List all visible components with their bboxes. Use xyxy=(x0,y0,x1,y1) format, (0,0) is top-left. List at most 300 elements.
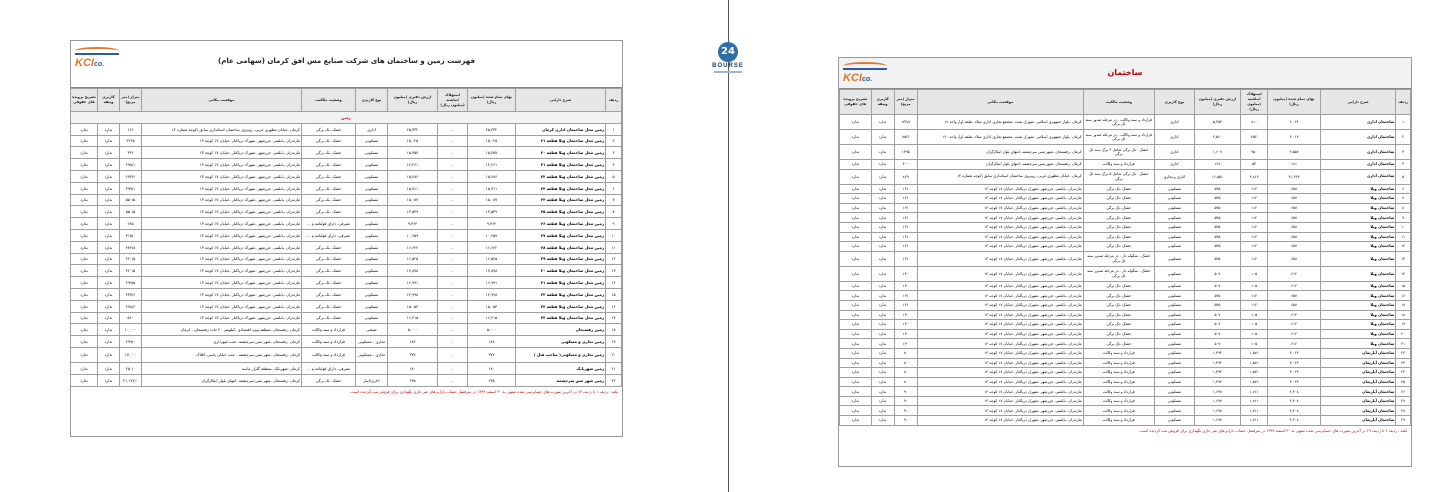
table-cell: ۲,۵۶۰ xyxy=(1194,130,1240,145)
table-row xyxy=(840,339,1411,349)
table-cell: مسکونی xyxy=(356,159,388,171)
kci-logo-suffix: co. xyxy=(93,61,105,68)
table-cell: ۱۰۵ xyxy=(1241,339,1268,349)
table-cell: خشک -تک برگی xyxy=(1083,310,1154,320)
table-cell: ۴۲۰/۵ xyxy=(120,265,142,277)
table-cell: ۶۱۲ xyxy=(1268,266,1320,281)
kci-logo-swoosh xyxy=(75,47,119,55)
table-cell: مسکونی xyxy=(1154,320,1194,330)
table-cell: ۱۳۰ xyxy=(894,281,917,291)
table-cell: ۵۳ xyxy=(1241,160,1268,170)
table-cell: ۱۳۱ xyxy=(894,291,917,301)
table-cell: خشک -تک برگی xyxy=(1083,242,1154,252)
table-cell: خشک -تک برگی xyxy=(302,170,356,182)
table-cell: ۱۲ xyxy=(1396,242,1411,252)
table-cell: تصرفی، دارای قولنامه و ... xyxy=(302,218,356,230)
table-cell: ۱۵,۷۱۱ xyxy=(468,182,516,194)
table-cell: ۲۰ xyxy=(606,347,622,362)
table-cell: مازندران -بابلسر- خزرشهر -شهرک دریاکنار -خیابان ۱۷ کوچه ۱۳ xyxy=(917,406,1083,416)
table-cell: مسکونی xyxy=(356,194,388,206)
table-cell: ۵۴۵ xyxy=(1194,242,1240,252)
table-cell: ۵,۰۰۰ xyxy=(388,324,438,336)
table-cell: ۸ xyxy=(606,206,622,218)
table-cell: ندارد xyxy=(98,347,120,362)
table-cell: ندارد xyxy=(840,396,872,406)
table-cell: کرمان -رفسنجان -شهر مس سرچشمه -انتهای بلوار ابتکارگران xyxy=(917,145,1083,160)
table-cell: ۱,۴۹۲ xyxy=(1194,368,1240,378)
table-cell: خشک -تک برگی xyxy=(302,374,356,386)
column-header: نوع کاربری xyxy=(356,89,388,112)
table-cell: کرمان -بلوار جمهوری اسلامی -شهرک بعثت -مجتمع تجاری اداری میلاد -طبقه اول واحد ۱۲۰ xyxy=(917,130,1083,145)
table-row xyxy=(840,266,1411,281)
table-cell: مازندران -بابلسر- خزرشهر -شهرک دریاکنار -خیابان ۱۷ کوچه ۱۳ xyxy=(917,329,1083,339)
table-cell: ندارد xyxy=(871,266,894,281)
table-cell: ۱۷,۰۰۰ xyxy=(120,347,142,362)
table-cell: ۳,۰۶۳ xyxy=(1268,358,1320,368)
table-cell: ۹۰ xyxy=(894,416,917,426)
table-cell: ۲۳۵ xyxy=(468,374,516,386)
table-cell: کرمان -رفسنجان -شهر مس سرچشمه -جنب شهرداری xyxy=(142,336,302,348)
table-cell: ندارد xyxy=(71,218,98,230)
table-cell: قرارداد و سند وکالت - در مرحله صدور سند تک برگی xyxy=(1083,115,1154,130)
table-cell: مسکونی xyxy=(1154,348,1194,358)
table-cell: ندارد xyxy=(840,194,872,204)
column-header: کاربری وثیقه xyxy=(98,89,120,112)
table-cell: ندارد xyxy=(98,170,120,182)
table-cell: مسکونی xyxy=(356,265,388,277)
table-cell: ندارد xyxy=(71,347,98,362)
table-cell: ۱۰,۶۵۹ xyxy=(388,229,438,241)
table-cell: مازندران -بابلسر- خزرشهر -شهرک دریاکنار -خیابان ۱۷ کوچه ۱۳ xyxy=(142,312,302,324)
table-cell: کرمان -خیابان مطهری غربی- روبروی ساختمان استانداری سابق (کوچه شماره ۴) xyxy=(917,169,1083,184)
table-cell: مازندران -بابلسر- خزرشهر -شهرک دریاکنار -خیابان ۱۷ کوچه ۱۳ xyxy=(917,320,1083,330)
table-cell: ساختمان اداری xyxy=(1320,169,1396,184)
table-cell: ۱۰,۰۰۰ xyxy=(120,324,142,336)
table-cell: ۸۰ xyxy=(894,368,917,378)
table-cell: اداری/انبار xyxy=(356,374,388,386)
table-cell: - xyxy=(438,229,468,241)
column-header: وضعیت مالکیت xyxy=(1083,90,1154,115)
table-cell: خشک -تک برگی xyxy=(1083,203,1154,213)
table-cell: مازندران -بابلسر- خزرشهر -شهرک دریاکنار -خیابان ۱۷ کوچه ۱۳ xyxy=(917,232,1083,242)
table-cell: ۷۵/۲ xyxy=(894,130,917,145)
table-cell: مازندران -بابلسر- خزرشهر -شهرک دریاکنار -خیابان ۱۷ کوچه ۱۳ xyxy=(917,358,1083,368)
table-cell: مازندران -بابلسر- خزرشهر -شهرک دریاکنار -خیابان ۱۷ کوچه ۱۳ xyxy=(917,348,1083,358)
table-row xyxy=(71,336,622,348)
table-cell: مازندران -بابلسر- خزرشهر -شهرک دریاکنار -خیابان ۱۷ کوچه ۱۳ xyxy=(917,281,1083,291)
table-cell: زمین محل ساختمان ویلا قطعه ۳۸ xyxy=(516,241,606,253)
table-cell: ۱۸ xyxy=(1396,310,1411,320)
table-cell: مازندران -بابلسر- خزرشهر -شهرک دریاکنار -خیابان ۱۷ کوچه ۱۳ xyxy=(917,213,1083,223)
kci-logo-suffix: co. xyxy=(861,76,873,83)
table-cell: ندارد xyxy=(871,184,894,194)
table-cell: ۵۴۵ xyxy=(1194,222,1240,232)
table-row xyxy=(840,320,1411,330)
table-cell: ۳,۴۰۸ xyxy=(1268,396,1320,406)
table-cell: قرارداد و سند وکالت xyxy=(1083,368,1154,378)
table-cell: ۵۴۵ xyxy=(1194,300,1240,310)
table-cell: تصرفی، دارای قولنامه و ... xyxy=(302,229,356,241)
table-cell: ساختمان آپارتمان xyxy=(1320,377,1396,387)
table-cell: ۱۹ xyxy=(606,336,622,348)
table-cell: ندارد xyxy=(871,160,894,170)
table-cell: ۵۰۷ xyxy=(1194,320,1240,330)
table-cell: - xyxy=(438,123,468,135)
table-row xyxy=(71,277,622,289)
table-cell: ندارد xyxy=(840,329,872,339)
table-cell: زمین محل ساختمان ویلا قطعه ۴۲ xyxy=(516,288,606,300)
table-cell: مازندران -بابلسر- خزرشهر -شهرک دریاکنار -خیابان ۱۷ کوچه ۱۳ xyxy=(917,242,1083,252)
kci-logo xyxy=(843,62,887,84)
building-table-header-row xyxy=(840,90,1411,115)
table-cell: ۳,۴۰۸ xyxy=(1268,387,1320,397)
table-cell: - xyxy=(438,324,468,336)
table-cell: ۱,۷۱۱ xyxy=(1241,387,1268,397)
column-header: استهلاک انباشته (میلیون ریال) xyxy=(1241,90,1268,115)
table-cell: ۵۴۵ xyxy=(1194,291,1240,301)
table-cell: مسکونی xyxy=(1154,310,1194,320)
table-cell: ۲۱ xyxy=(606,362,622,374)
table-cell: ۲,۵۵۷ xyxy=(1268,145,1320,160)
table-cell: خشک -تک برگی xyxy=(302,123,356,135)
column-header: نوع کاربری xyxy=(1154,90,1194,115)
table-cell: ۹۰ xyxy=(894,396,917,406)
table-cell: زمین شهر مس سرچشمه xyxy=(516,374,606,386)
table-cell: ندارد xyxy=(871,339,894,349)
table-cell: ۶۵۷ xyxy=(1268,184,1320,194)
table-cell: - xyxy=(438,362,468,374)
table-cell: ۱۴,۹۹۸ xyxy=(388,288,438,300)
table-cell: ۱۷ xyxy=(1396,300,1411,310)
table-cell: ۱۶,۵۲۵ xyxy=(388,253,438,265)
table-cell: زمین محل ساختمان ویلا قطعه ۳۶ xyxy=(516,218,606,230)
table-cell: ندارد xyxy=(840,281,872,291)
table-cell: ۱۶۶ xyxy=(120,123,142,135)
table-cell: خشک -تک برگی xyxy=(302,288,356,300)
table-cell: ۱۴۹۵ xyxy=(894,145,917,160)
table-row xyxy=(71,123,622,135)
table-row xyxy=(840,358,1411,368)
kci-logo xyxy=(75,47,119,69)
table-cell: خشک -تک برگی xyxy=(302,312,356,324)
table-cell: ندارد xyxy=(840,320,872,330)
table-cell: ۱۱ xyxy=(1396,232,1411,242)
table-cell: ۱۵,۰۲۵ xyxy=(388,135,438,147)
bourse-logo-mark: 24 xyxy=(718,42,738,62)
table-cell: خشک -تک برگی xyxy=(302,147,356,159)
table-cell: ۵۵۰/۵ xyxy=(120,194,142,206)
table-cell: ۵۰۷ xyxy=(1194,310,1240,320)
table-cell: ۴۳۷/۶ xyxy=(120,288,142,300)
land-list-sheet xyxy=(70,40,623,437)
table-cell: زمین محل ساختمان ویلا قطعه ۴۱ xyxy=(516,277,606,289)
table-cell: ندارد xyxy=(71,300,98,312)
table-cell: ۳ xyxy=(606,147,622,159)
table-cell: ۱۳ xyxy=(606,265,622,277)
table-cell: ندارد xyxy=(71,159,98,171)
table-row xyxy=(71,170,622,182)
table-cell: مازندران -بابلسر- خزرشهر -شهرک دریاکنار -خیابان ۱۷ کوچه ۱۳ xyxy=(917,300,1083,310)
table-cell: ۵ xyxy=(606,170,622,182)
table-cell: ندارد xyxy=(871,213,894,223)
bourse-logo xyxy=(706,42,750,73)
table-cell: ندارد xyxy=(871,377,894,387)
table-row xyxy=(840,232,1411,242)
column-header: تشریح پرونده های حقوقی xyxy=(840,90,872,115)
table-cell: ۶۵۷ xyxy=(1268,291,1320,301)
table-cell: ۴ xyxy=(606,159,622,171)
table-cell: مازندران -بابلسر- خزرشهر -شهرک دریاکنار -خیابان ۱۷ کوچه ۱۳ xyxy=(142,218,302,230)
table-cell: ۱۵,۰۲۵ xyxy=(468,135,516,147)
building-table xyxy=(839,89,1411,426)
table-cell: ۶,۰۶۴ xyxy=(1268,115,1320,130)
table-cell: ۸۰ xyxy=(894,358,917,368)
table-cell: ندارد xyxy=(840,115,872,130)
table-cell: ندارد xyxy=(71,374,98,386)
kci-logo-swoosh xyxy=(843,62,887,70)
table-cell: ۱۱۲ xyxy=(1241,222,1268,232)
table-cell: ۱۵,۰۵۳ xyxy=(468,300,516,312)
table-cell: ۱۵,۴۸۶ xyxy=(468,170,516,182)
table-cell: ندارد xyxy=(871,203,894,213)
table-cell: زمین تجاری و مسکونی( ساخت هتل ) xyxy=(516,347,606,362)
table-cell: ندارد xyxy=(71,241,98,253)
column-header: ردیف xyxy=(606,89,622,112)
table-cell: ۲۴ xyxy=(1396,368,1411,378)
table-cell: ۱۸ xyxy=(606,324,622,336)
table-cell: ۵۴۵ xyxy=(1194,213,1240,223)
page-separator-line xyxy=(728,0,729,492)
table-cell: قرارداد و سند وکالت - در مرحله صدور سند تک برگی xyxy=(1083,130,1154,145)
table-cell: ۱۳۰ xyxy=(894,329,917,339)
table-cell: مازندران -بابلسر- خزرشهر -شهرک دریاکنار -خیابان ۱۷ کوچه ۱۳ xyxy=(142,194,302,206)
column-header: شرح دارایی xyxy=(516,89,606,112)
table-cell: ساختمان آپارتمان xyxy=(1320,348,1396,358)
table-row xyxy=(840,291,1411,301)
table-cell: خشک -تک برگی xyxy=(1083,213,1154,223)
table-cell: مازندران -بابلسر- خزرشهر -شهرک دریاکنار -خیابان ۱۷ کوچه ۱۳ xyxy=(142,253,302,265)
table-cell: ندارد xyxy=(871,368,894,378)
table-cell: خشک -تک برگی xyxy=(1083,222,1154,232)
table-cell: ۵۴۵ xyxy=(1194,232,1240,242)
table-cell: ۱۵ xyxy=(1396,281,1411,291)
table-cell: ۱۵,۴۸۶ xyxy=(388,170,438,182)
table-cell: ندارد xyxy=(98,159,120,171)
table-cell: مسکونی xyxy=(1154,300,1194,310)
table-cell: ۱۸۰ xyxy=(468,362,516,374)
column-header: ردیف xyxy=(1396,90,1411,115)
table-cell: ساختمان اداری xyxy=(1320,145,1396,160)
table-cell: زمین محل ساختمان ویلا قطعه ۳۳ xyxy=(516,182,606,194)
table-cell: ۱۱۲ xyxy=(1241,232,1268,242)
table-cell: ندارد xyxy=(871,291,894,301)
table-cell: قرارداد و سند وکالت xyxy=(302,324,356,336)
table-row xyxy=(840,184,1411,194)
table-cell: ۲۳ xyxy=(1396,358,1411,368)
table-cell: تجاری - مسکونی xyxy=(356,347,388,362)
table-cell: تصرفی، دارای قولنامه و ... xyxy=(302,362,356,374)
table-cell: ۲۲ xyxy=(1396,348,1411,358)
table-cell: ۸۲۹ xyxy=(894,169,917,184)
table-cell: مسکونی xyxy=(1154,213,1194,223)
table-cell: ندارد xyxy=(98,194,120,206)
table-cell: ندارد xyxy=(71,312,98,324)
table-cell: ۱۸۱ xyxy=(1268,160,1320,170)
land-section-label: زمین xyxy=(71,112,622,124)
table-cell: کرمان -رفسنجان -شهر مس سرچشمه -انتهای بلوار ابتکارگران xyxy=(142,374,302,386)
table-cell: ۱,۷۱۱ xyxy=(1241,396,1268,406)
table-cell: ۱۵,۰۸۷ xyxy=(388,194,438,206)
column-header: تشریح پرونده های حقوقی xyxy=(71,89,98,112)
table-cell: کرمان -بلوار جمهوری اسلامی -شهرک بعثت -مجتمع تجاری اداری میلاد -طبقه اول واحد ۱۷ xyxy=(917,115,1083,130)
table-cell: ۱۶,۶۲۲ xyxy=(388,241,438,253)
table-cell: ۱۱۲ xyxy=(1241,184,1268,194)
table-cell: ۱۴,۲۶۱ xyxy=(468,159,516,171)
table-cell: ندارد xyxy=(871,130,894,145)
table-row xyxy=(840,242,1411,252)
table-cell: ندارد xyxy=(98,277,120,289)
table-cell: مازندران -بابلسر- خزرشهر -شهرک دریاکنار -خیابان ۱۷ کوچه ۱۳ xyxy=(917,291,1083,301)
table-cell: ۱۶,۵۵۱ xyxy=(1194,169,1240,184)
table-cell: ۵,۰۰۰ xyxy=(468,324,516,336)
table-cell: ۱,۴۹۲ xyxy=(1194,358,1240,368)
table-cell: ساختمان ویلا xyxy=(1320,339,1396,349)
table-cell: ندارد xyxy=(840,291,872,301)
table-cell: ۱۲ xyxy=(606,253,622,265)
table-cell: خشک -تک برگی xyxy=(302,241,356,253)
building-sheet-title: ساختمان xyxy=(1107,68,1143,77)
table-cell: - xyxy=(438,277,468,289)
table-cell: مازندران -بابلسر- خزرشهر -شهرک دریاکنار -خیابان ۱۷ کوچه ۱۳ xyxy=(142,265,302,277)
table-cell: ۱ xyxy=(1396,115,1411,130)
table-cell: ۸۰ xyxy=(894,348,917,358)
table-cell: ساختمان ویلا xyxy=(1320,194,1396,204)
table-cell: ندارد xyxy=(98,288,120,300)
table-cell: مسکونی xyxy=(356,147,388,159)
table-cell: قرارداد و سند وکالت xyxy=(302,347,356,362)
table-cell: ۲ xyxy=(1396,130,1411,145)
table-cell: ساختمان ویلا xyxy=(1320,300,1396,310)
table-row xyxy=(71,147,622,159)
table-cell: مسکونی xyxy=(1154,329,1194,339)
table-cell: مسکونی xyxy=(1154,266,1194,281)
table-cell: ۱۱ xyxy=(606,241,622,253)
table-cell: اداری xyxy=(1154,160,1194,170)
table-cell: ساختمان آپارتمان xyxy=(1320,368,1396,378)
table-cell: ۴۰۰ xyxy=(894,160,917,170)
land-footnote: نکته : ردیف ۱ تا ردیف ۱۷ در آخرین صورت های حسابرسی شده منتهی به ۳۰ اسفند ۱۳۹۹ در سرفصل حساب دارایی‌های غیر جاری نگهداری برای فروش ثبت گردیده است. xyxy=(350,388,618,394)
table-cell: ۴۴۴/۸ xyxy=(120,241,142,253)
table-cell: مازندران -بابلسر- خزرشهر -شهرک دریاکنار -خیابان ۱۷ کوچه ۱۳ xyxy=(917,387,1083,397)
table-cell: خشک -تک برگی xyxy=(1083,194,1154,204)
table-cell: ۱,۵۷۱ xyxy=(1241,348,1268,358)
table-row xyxy=(71,135,622,147)
table-cell: قرارداد و سند وکالت xyxy=(1083,348,1154,358)
table-cell: مسکونی xyxy=(1154,291,1194,301)
table-cell: ندارد xyxy=(871,329,894,339)
table-cell: ندارد xyxy=(840,377,872,387)
table-cell: زمین محل ساختمان ویلا قطعه ۴۳ xyxy=(516,300,606,312)
table-row xyxy=(840,145,1411,160)
table-cell: - xyxy=(438,218,468,230)
table-cell: ساختمان ویلا xyxy=(1320,242,1396,252)
table-cell: ساختمان ویلا xyxy=(1320,251,1396,266)
table-cell: قرارداد و سند وکالت xyxy=(1083,396,1154,406)
table-cell: ۵۰۷ xyxy=(1194,281,1240,291)
table-cell: ندارد xyxy=(871,348,894,358)
table-cell: ۱۰,۶۵۹ xyxy=(468,229,516,241)
table-cell: مازندران -بابلسر- خزرشهر -شهرک دریاکنار -خیابان ۱۷ کوچه ۱۳ xyxy=(917,222,1083,232)
table-cell: ۳۷۷ xyxy=(468,347,516,362)
column-header: کاربری وثیقه xyxy=(871,90,894,115)
table-cell: ۲۸ xyxy=(1396,406,1411,416)
table-cell: مسکونی xyxy=(1154,406,1194,416)
table-row xyxy=(71,288,622,300)
table-cell: ۶۵۷ xyxy=(1268,300,1320,310)
table-cell: ندارد xyxy=(98,123,120,135)
table-cell: اداری xyxy=(1154,115,1194,130)
table-cell: ندارد xyxy=(98,374,120,386)
table-cell: ندارد xyxy=(840,145,872,160)
table-cell: ندارد xyxy=(871,396,894,406)
table-cell: ندارد xyxy=(871,310,894,320)
table-cell: ۶۱۲ xyxy=(1268,320,1320,330)
table-cell: ندارد xyxy=(98,147,120,159)
table-row xyxy=(840,213,1411,223)
table-row xyxy=(840,387,1411,397)
table-cell: - xyxy=(438,336,468,348)
table-cell: - xyxy=(438,241,468,253)
table-cell: مازندران -بابلسر- خزرشهر -شهرک دریاکنار -خیابان ۱۷ کوچه ۱۳ xyxy=(917,377,1083,387)
table-cell: خشک -تک برگی xyxy=(1083,329,1154,339)
table-cell: ندارد xyxy=(98,362,120,374)
table-row xyxy=(71,206,622,218)
table-cell: ندارد xyxy=(840,266,872,281)
table-cell: ۱۳۱ xyxy=(894,251,917,266)
table-cell: ۱,۷۱۱ xyxy=(1241,416,1268,426)
table-cell: ۶۵۷ xyxy=(1268,213,1320,223)
table-cell: ۲۶ xyxy=(1396,387,1411,397)
table-cell: ۶ xyxy=(606,182,622,194)
column-header: بهای تمام شده (میلیون ریال) xyxy=(1268,90,1320,115)
table-cell: ۱۱۲ xyxy=(1241,291,1268,301)
table-cell: ۱,۷۱۱ xyxy=(1241,406,1268,416)
table-cell: ساختمان ویلا xyxy=(1320,281,1396,291)
table-cell: خشک - تک برگی شامل ۲ برگ سند تک برگی xyxy=(1083,145,1154,160)
table-cell: مسکونی xyxy=(1154,416,1194,426)
table-cell: مازندران -بابلسر- خزرشهر -شهرک دریاکنار -خیابان ۱۷ کوچه ۱۳ xyxy=(917,266,1083,281)
table-cell: ۲۵,۳۳۲ xyxy=(468,123,516,135)
table-cell: مسکونی xyxy=(356,170,388,182)
table-cell: ۶۵۷ xyxy=(1268,222,1320,232)
table-cell: ۱۰۵ xyxy=(1241,310,1268,320)
table-cell: ۵۴۵ xyxy=(1194,184,1240,194)
table-cell: ندارد xyxy=(98,135,120,147)
table-row xyxy=(71,182,622,194)
table-row xyxy=(840,115,1411,130)
table-cell: ۵۵۰/۵ xyxy=(120,206,142,218)
table-cell: ۹۰ xyxy=(894,387,917,397)
table-cell: - xyxy=(438,265,468,277)
table-cell: ۱۳۱ xyxy=(894,300,917,310)
table-cell: ۴,۸۱۳ xyxy=(1241,169,1268,184)
table-cell: ۵۰۷ xyxy=(1194,266,1240,281)
table-cell: اداری xyxy=(1154,130,1194,145)
land-table-header-row xyxy=(71,89,622,112)
table-cell: ۱۶ xyxy=(606,300,622,312)
table-cell: ۶۵۷ xyxy=(1268,242,1320,252)
table-cell: - xyxy=(438,347,468,362)
